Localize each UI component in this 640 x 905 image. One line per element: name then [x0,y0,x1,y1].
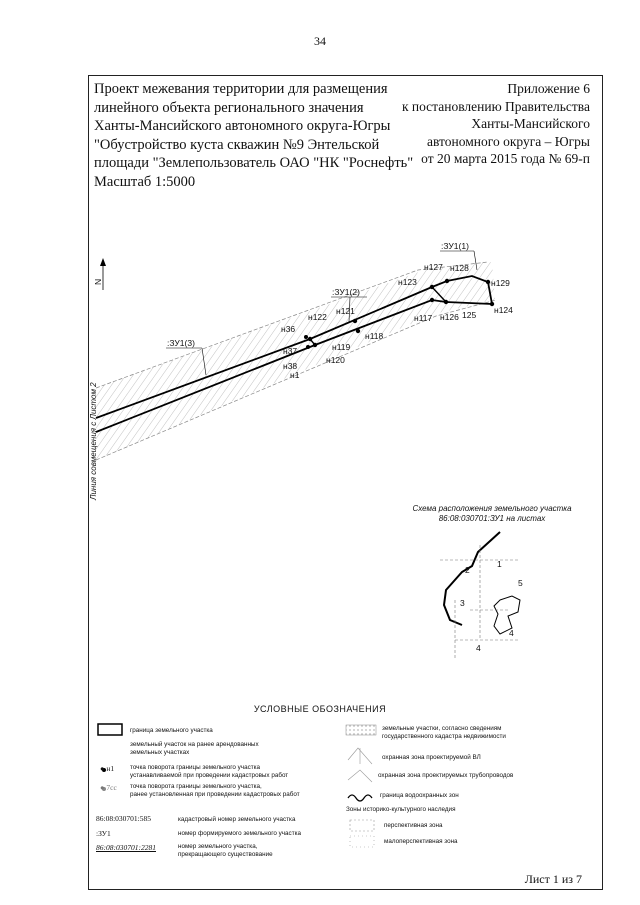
point-n122 [308,337,312,341]
appendix-line: от 20 марта 2015 года № 69-п [421,151,590,166]
legend-gkn-symbol [346,725,376,735]
scheme-sheet-4b: 4 [509,628,514,638]
point-label: н37 [283,346,298,356]
scheme-sheet-3: 3 [460,598,465,608]
legend-item: точка поворота границы земельного участка устанавливаемой при проведении кадастровых работ [130,764,289,779]
point-n121 [353,319,357,323]
point-n119 [313,343,317,347]
legend-item: граница земельного участка [130,727,213,734]
legend-vl-symbol [348,748,372,764]
parcel-label-zu1-2: :ЗУ1(2) [332,287,360,297]
legend-symbol-text: ● н1 [100,764,115,773]
point-label: н38 [283,361,298,371]
legend-item: охранная зона проектируемой ВЛ [382,754,481,761]
point-n129 [486,280,490,284]
point-n127 [430,285,434,289]
point-n117 [430,298,434,302]
point-label: н121 [336,306,355,316]
legend-symbol-text: 86:08:030701:2281 [96,843,156,852]
scheme-sheet-4: 4 [476,643,481,653]
scheme-title-line: 86:08:030701:ЗУ1 на листах [438,514,546,523]
appendix-line: к постановлению Правительства [401,98,590,114]
scale-line: Масштаб 1:5000 [94,173,196,190]
legend-item: перспективная зона [384,822,443,829]
point-label: н120 [326,355,345,365]
legend-symbol-text: :ЗУ1 [96,829,111,838]
point-label: н127 [424,262,443,272]
legend-item: номер формируемого земельного участка [178,830,301,837]
point-n36 [304,335,308,339]
side-note: Линия совмещения с Листом 2 [89,382,98,500]
appendix-line: Ханты-Мансийского [471,116,590,131]
appendix-line: автономного округа – Югры [427,133,590,149]
location-scheme [440,532,523,660]
point-n126 [444,300,448,304]
scheme-title [392,504,592,524]
page-number: 34 [314,34,326,48]
parcel-label-zu1-1: :ЗУ1(1) [441,241,469,251]
point-n118 [356,329,360,333]
legend-item: охранная зона проектируемых трубопроводов [378,772,514,779]
legend-low-perspective-symbol [350,836,374,847]
legend-item: Зоны историко-культурного наследия [346,806,456,813]
point-n128 [445,279,449,283]
scheme-sheet-2: 2 [465,565,470,575]
title-line: линейного объекта регионального значения [94,99,364,116]
scheme-title-line: Схема расположения земельного участка [412,504,572,513]
legend-symbol-text: 86:08:030701:585 [96,814,152,823]
title-line: площади "Землепользователь ОАО "НК "Роснефть" [94,155,414,171]
point-label: н123 [398,277,417,287]
legend-pipeline-symbol [348,770,372,782]
point-label: н117 [414,313,433,323]
legend-water-symbol [348,795,372,801]
point-label: н126 [440,312,459,322]
scheme-sheet-1: 1 [497,559,502,569]
point-label: н36 [281,324,296,334]
point-label: н118 [365,331,384,341]
point-label: н119 [332,342,351,352]
sheet-info: Лист 1 из 7 [524,872,582,886]
legend-item: номер земельного участка, прекращающего существование [178,843,273,858]
legend-symbol-text: ● 7сс [100,783,117,792]
title-line: Ханты-Мансийского автономного округа-Югры [94,118,391,134]
scheme-sheet-5: 5 [518,578,523,588]
point-label: н1 [290,370,300,380]
point-label: н128 [450,263,469,273]
legend-perspective-symbol [350,820,374,831]
legend-item: граница водоохранных зон [380,792,459,799]
point-label: н129 [491,278,510,288]
title-line: "Обустройство куста скважин №9 Энтельской [94,136,380,153]
legend-boundary-symbol [98,724,122,735]
legend-item: малоперспективная зона [384,838,458,845]
point-n37 [306,345,310,349]
parcel-label-zu1-3: :ЗУ1(3) [167,338,195,348]
north-mark: N [93,278,103,285]
point-label: 125 [462,310,477,320]
legend-title: УСЛОВНЫЕ ОБОЗНАЧЕНИЯ [253,704,387,714]
point-label: н122 [308,312,327,322]
legend-item: точка поворота границы земельного участка, ранее установленная при проведении кадастровых работ [130,783,300,798]
legend-item: кадастровый номер земельного участка [178,816,296,823]
appendix-line: Приложение 6 [507,81,590,96]
legend-item: земельный участок на ранее арендованных земельных участках [130,741,259,756]
title-line: Проект межевания территории для размещения [94,81,388,97]
point-label: н124 [494,305,513,315]
legend-item: земельные участки, согласно сведениям государственного кадастра недвижимости [382,725,506,740]
